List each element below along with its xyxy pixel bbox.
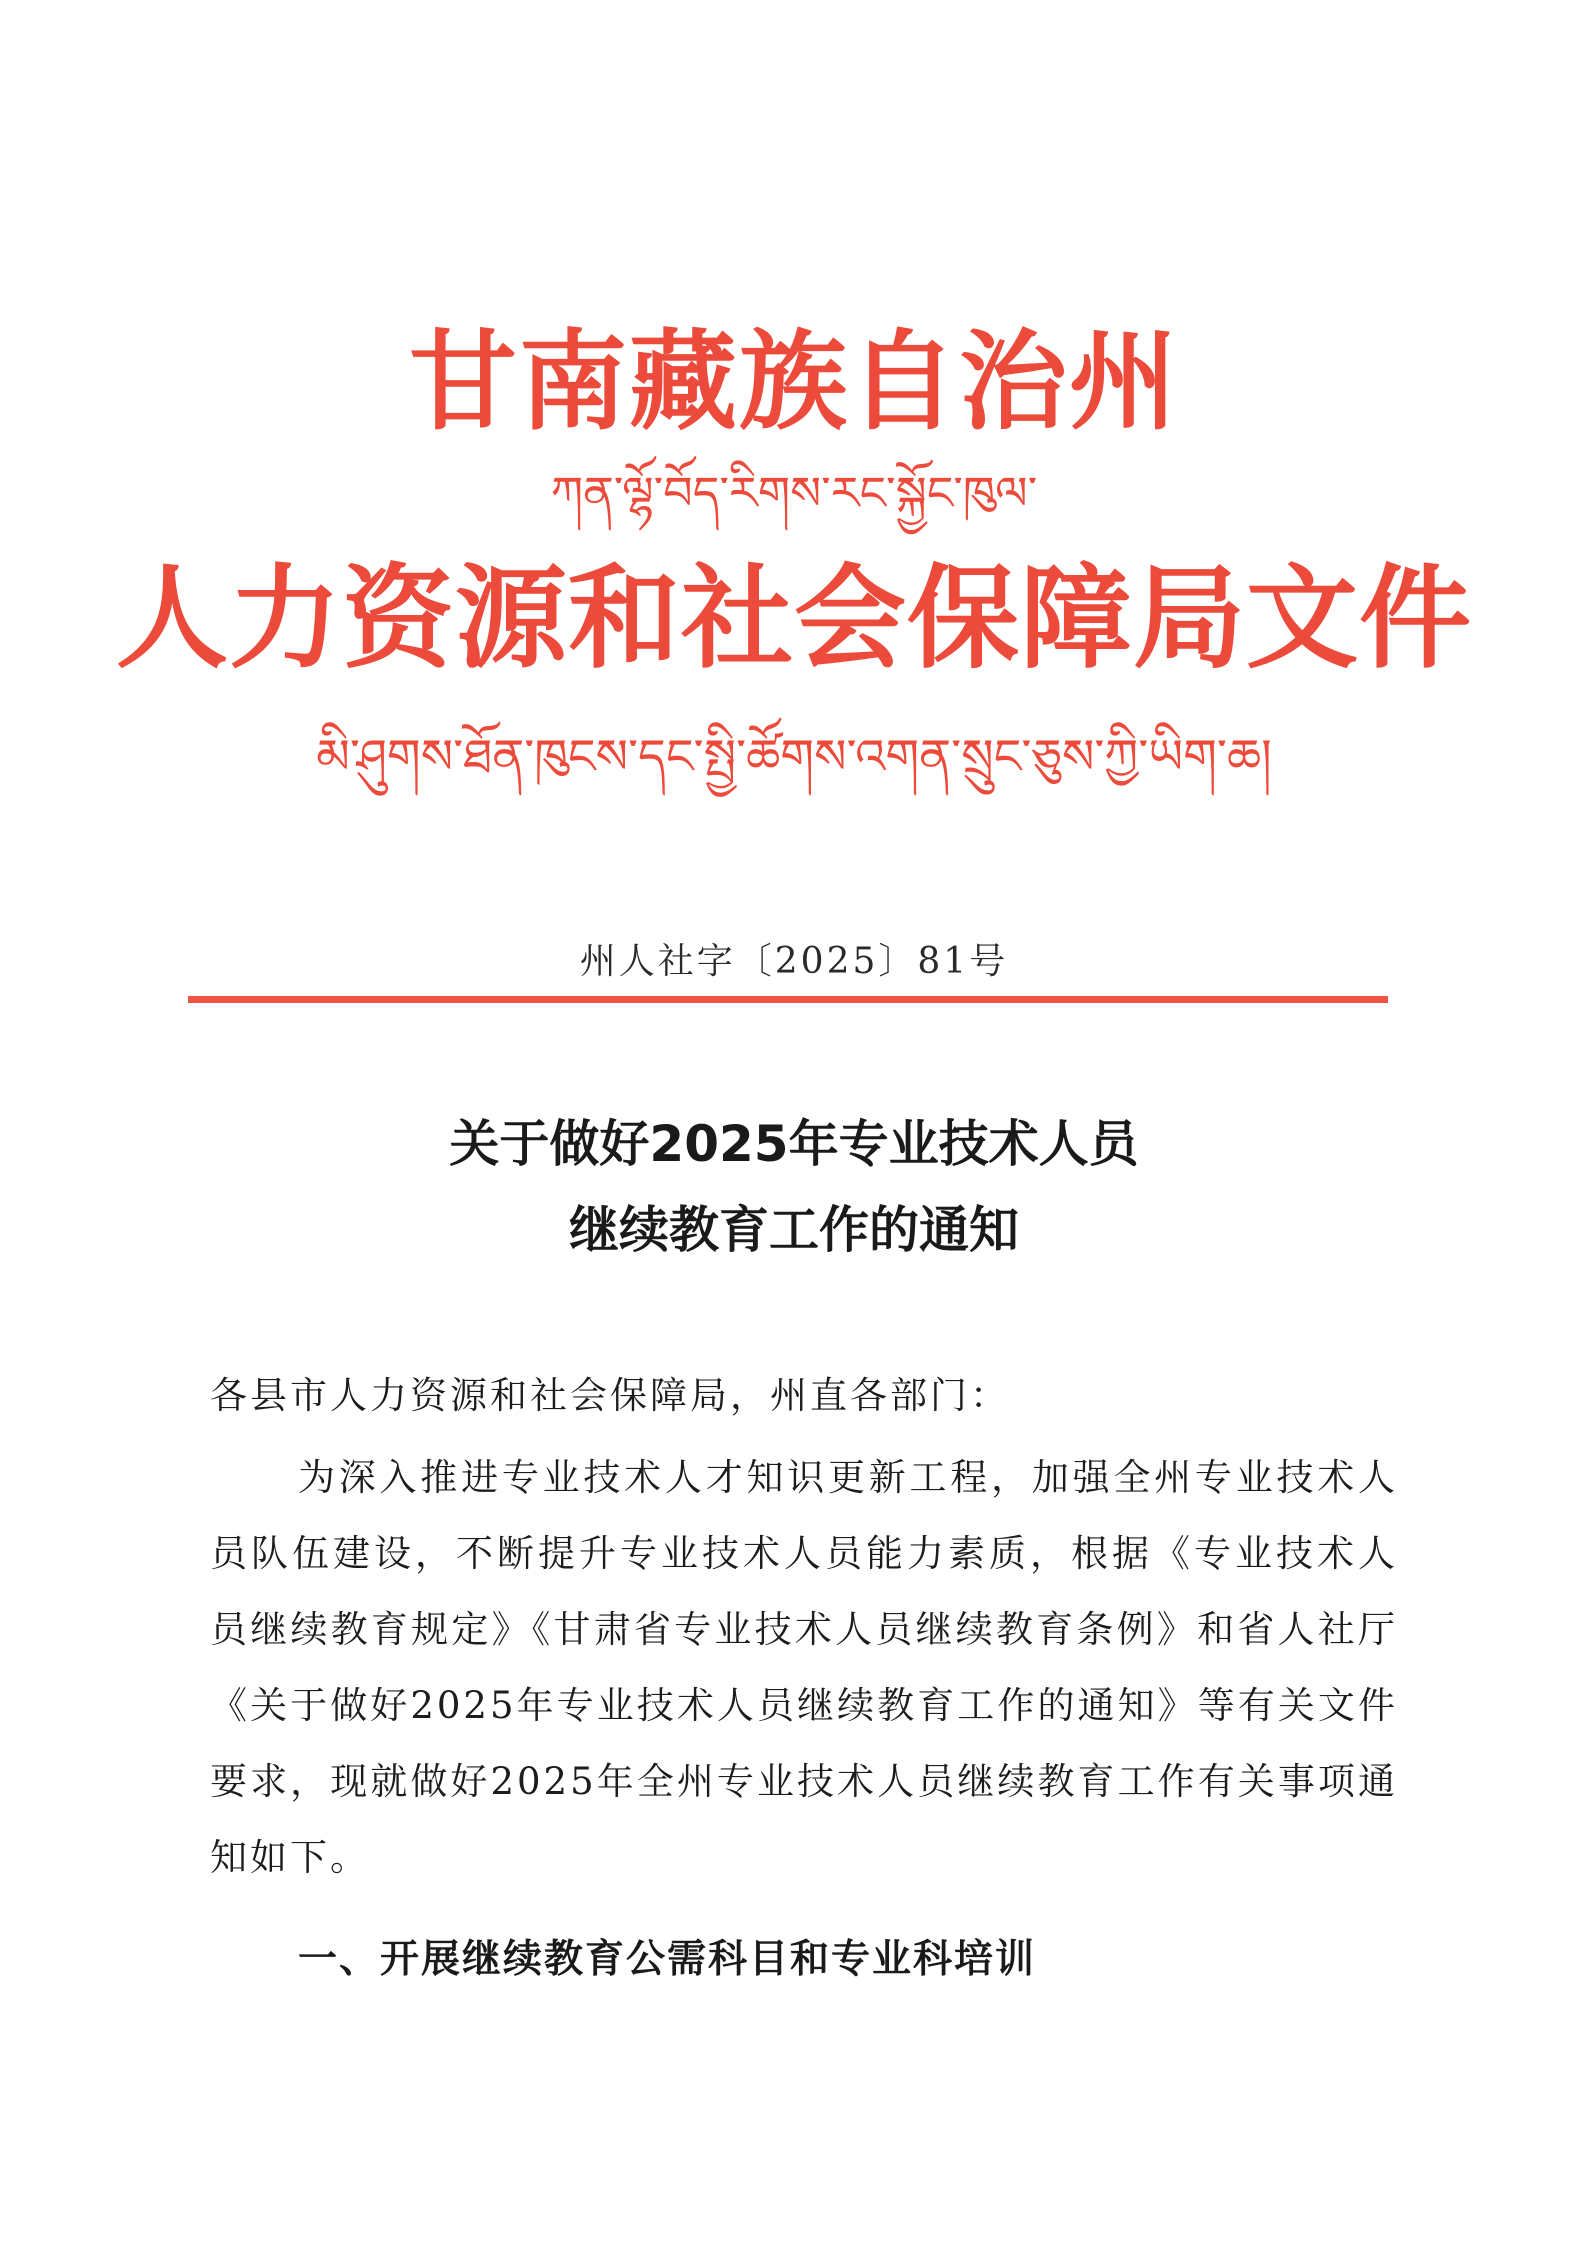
letterhead-tibetan-prefecture-name: ཀན་ལྷོ་བོད་རིགས་རང་སྐྱོང་ཁུལ་ [550, 466, 1038, 520]
letterhead-tibetan-bureau-name: མི་ཤུགས་ཐོན་ཁུངས་དང་སྤྱི་ཚོགས་འགན་སྲུང་ཅུས་ཀྱི་ཡིག་ཆ། [316, 729, 1272, 785]
letterhead-prefecture-name: 甘南藏族自治州 [408, 320, 1179, 445]
document-title-line-1: 关于做好2025年专业技术人员 [449, 1115, 1139, 1173]
body-paragraph-1: 为深入推进专业技术人才知识更新工程，加强全州专业技术人员队伍建设，不断提升专业技术人员能力素质，根据《专业技术人员继续教育规定》《甘肃省专业技术人员继续教育条例》和省人社厅《关于做好2025年专业技术人员继续教育工作的通知》等有关文件要求，现就做好2025年全州专业技术人员继续教育工作有关事项通知如下。 [210, 1456, 1398, 1879]
salutation: 各县市人力资源和社会保障局，州直各部门： [210, 1374, 1010, 1417]
document-number: 州人社字〔2025〕81号 [579, 941, 1009, 982]
document-title-line-2: 继续教育工作的通知 [569, 1201, 1019, 1259]
letterhead-bureau-name: 人力资源和社会保障局文件 [116, 554, 1472, 684]
section-1-heading: 一、开展继续教育公需科目和专业科培训 [298, 1937, 1037, 1982]
red-divider-line [188, 996, 1388, 1003]
